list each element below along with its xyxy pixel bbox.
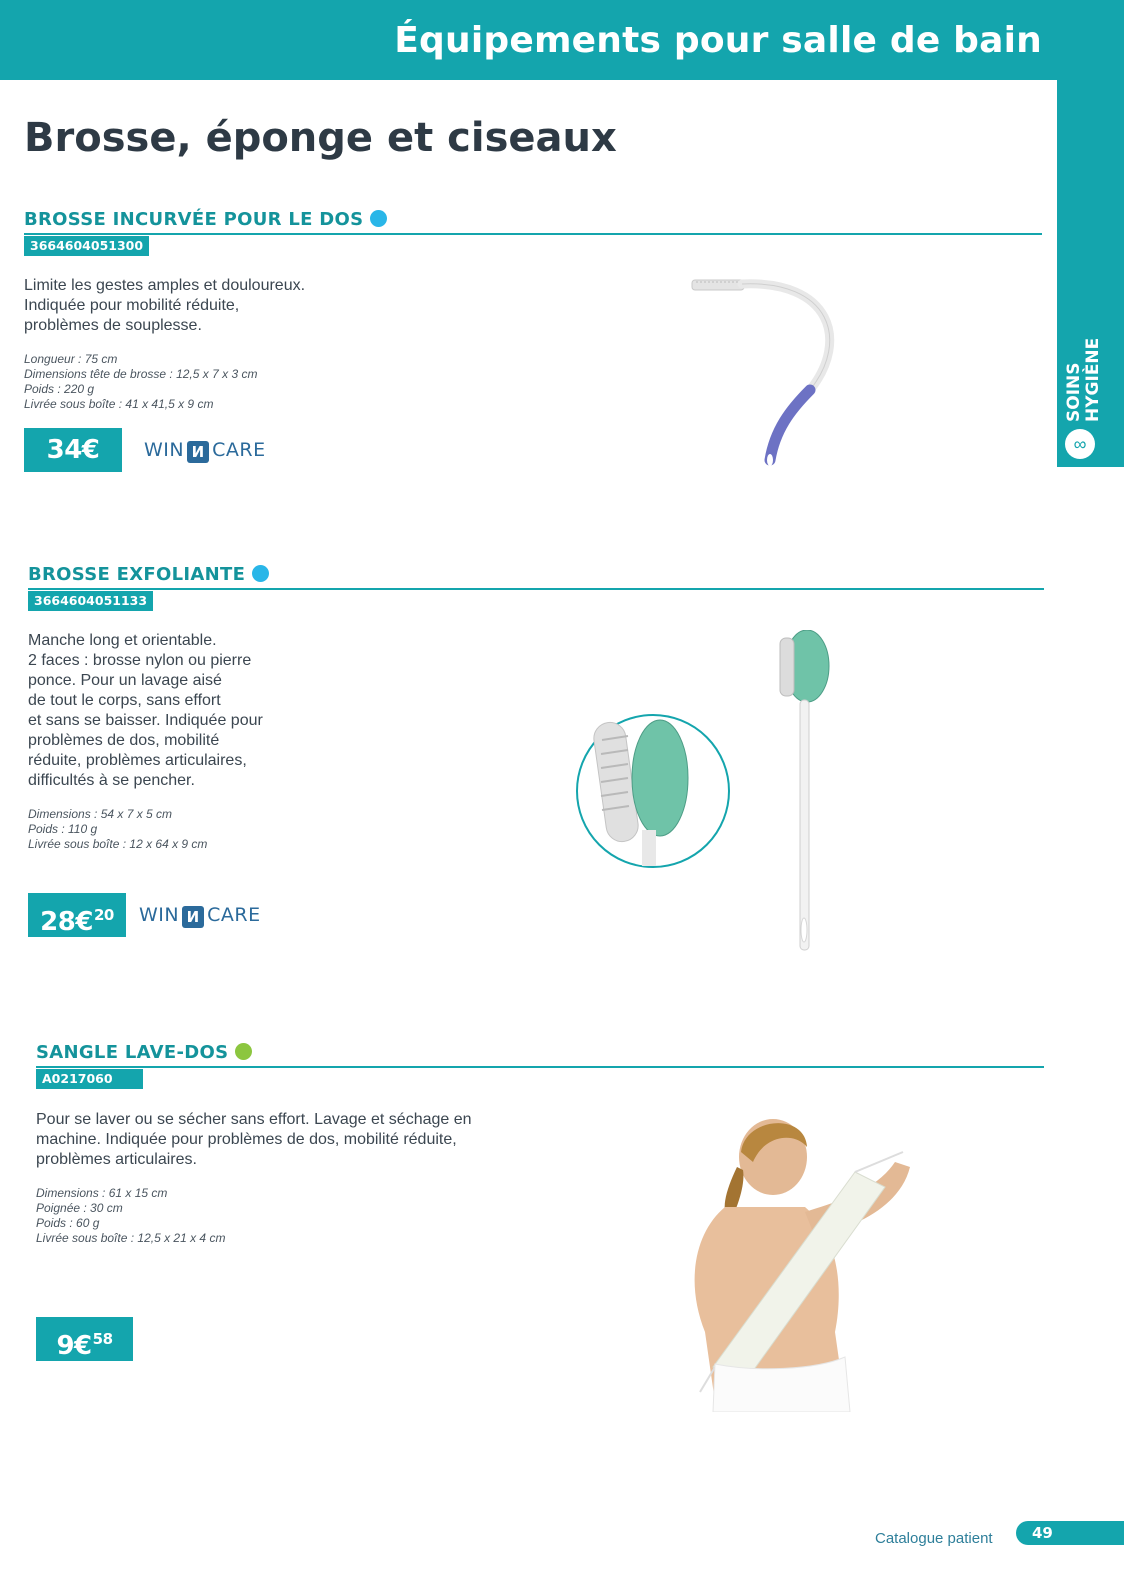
reference-code: 3664604051300 (24, 236, 149, 256)
hygiene-icon: ∞ (1065, 429, 1095, 459)
tab-label-line1: SOINS (1064, 362, 1084, 422)
product-specs: Dimensions : 54 x 7 x 5 cm Poids : 110 g Livrée sous boîte : 12 x 64 x 9 cm (28, 807, 208, 851)
category-dot-icon (370, 210, 387, 227)
product-specs: Dimensions : 61 x 15 cm Poignée : 30 cm Poids : 60 g Livrée sous boîte : 12,5 x 21 x 4 cm (36, 1186, 226, 1245)
divider (28, 588, 1044, 590)
product-name: SANGLE LAVE-DOS (36, 1042, 252, 1063)
curved-back-brush-image (680, 270, 850, 480)
category-dot-icon (252, 565, 269, 582)
price-tag: 28€$^{20}$ (28, 893, 126, 937)
section-title: Équipements pour salle de bain (394, 20, 1042, 61)
product-name: BROSSE INCURVÉE POUR LE DOS (24, 209, 387, 230)
product-name: BROSSE EXFOLIANTE (28, 564, 269, 585)
brand-logo: WIN И CARE (139, 904, 261, 926)
price-tag: 34€ (24, 428, 122, 472)
category-side-tab[interactable] (1057, 80, 1124, 467)
product-description: Pour se laver ou se sécher sans effort. Lavage et séchage en machine. Indiquée pour problèmes de dos, mobilité réduite, problèmes articulaires. (36, 1111, 472, 1168)
category-dot-icon (235, 1043, 252, 1060)
brand-logo: WIN И CARE (144, 439, 266, 461)
product-description: Manche long et orientable. 2 faces : brosse nylon ou pierre ponce. Pour un lavage aisé de tout le corps, sans effort et sans se baisser. Indiquée pour problèmes de dos, mobilité réduite, problèmes articulaires, difficultés à se pencher. (28, 632, 263, 789)
back-wash-strap-image (655, 1112, 935, 1412)
header-banner (0, 0, 1124, 80)
tab-label-line2: HYGIÈNE (1083, 337, 1103, 422)
page-title: Brosse, éponge et ciseaux (24, 115, 617, 161)
price-tag: 9€$^{58}$ (36, 1317, 133, 1361)
divider (36, 1066, 1044, 1068)
page-number: 49 (1016, 1521, 1124, 1545)
divider (24, 233, 1042, 235)
reference-code: A0217060 (36, 1069, 143, 1089)
footer-catalogue-label: Catalogue patient (875, 1530, 993, 1547)
exfoliating-brush-image (570, 630, 850, 965)
reference-code: 3664604051133 (28, 591, 153, 611)
product-specs: Longueur : 75 cm Dimensions tête de brosse : 12,5 x 7 x 3 cm Poids : 220 g Livrée sous boîte : 41 x 41,5 x 9 cm (24, 352, 258, 411)
product-description: Limite les gestes amples et douloureux. Indiquée pour mobilité réduite, problèmes de souplesse. (24, 277, 306, 334)
